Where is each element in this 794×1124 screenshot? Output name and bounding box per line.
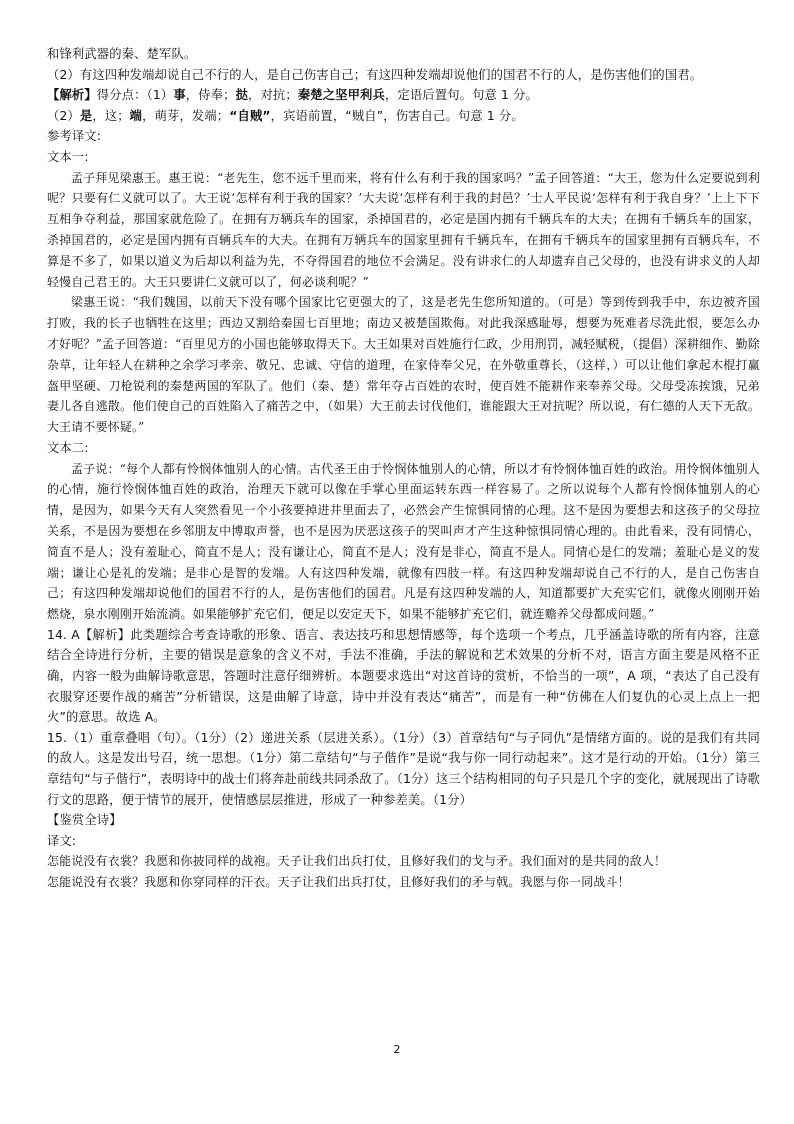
text1-label: 文本一: bbox=[47, 149, 89, 164]
question-14 bbox=[47, 625, 760, 728]
poem-translation-line-2: 怎能说没有衣裳？我愿和你穿同样的汗衣。天子让我们出兵打仗，且修好我们的矛与戟。我愿与你一同战斗！ bbox=[47, 875, 630, 890]
analysis-text: ，定语后置句。句意 1 分。 bbox=[384, 88, 538, 103]
page-number: 2 bbox=[393, 1043, 401, 1056]
keyword: 秦楚之坚甲利兵 bbox=[297, 88, 385, 103]
translation-label: 译文: bbox=[47, 833, 77, 848]
text2-label: 文本二: bbox=[47, 440, 89, 455]
analysis-text: （2） bbox=[47, 108, 80, 123]
answer-line-1: 和锋利武器的秦、楚军队。 bbox=[47, 47, 197, 61]
keyword: 端 bbox=[129, 108, 143, 123]
analysis-text: ，侍奉； bbox=[185, 88, 236, 103]
analysis-1 bbox=[47, 85, 760, 106]
analysis-label: 【解析】 bbox=[47, 88, 97, 103]
answer-line-2: （2）有这四种发端却说自己不行的人，是自己伤害自己；有这四种发端却说他们的国君不行的人，是伤害他们的国君。 bbox=[47, 67, 703, 82]
question-14-head: 14. A【解析】 bbox=[47, 627, 131, 642]
keyword: 挞 bbox=[235, 88, 249, 103]
analysis-text: ，宾语前置，“贼自”，伤害自己。句意 1 分。 bbox=[270, 108, 524, 123]
analysis-text: ，这； bbox=[92, 108, 130, 123]
analysis-2 bbox=[47, 106, 760, 127]
text1-paragraph-2: 梁惠王说：“我们魏国，以前天下没有哪个国家比它更强大的了，这是老先生您所知道的。（可是）等到传到我手中，东边被齐国打败，我的长子也牺牲在这里；西边又割给秦国七百里地；南边又被楚国欺侮。对此我深感耻辱，想要为死难者尽洗此恨，要怎么办才好呢？”孟子回答道：“百里见方的小国也能够取得天下。大王如果对百姓施行仁政，少用刑罚，减轻赋税，（提倡）深耕细作、勤除杂草，让年轻人在耕种之余学习孝亲、敬兄、忠诚、守信的道理，在家侍奉父兄，在外敬重尊长，（这样，）可以让他们拿起木棍打赢盔甲坚硬、刀枪锐利的秦楚两国的军队了。他们（秦、楚）常年夺占百姓的农时，使百姓不能耕作来奉养父母。父母受冻挨饿，兄弟妻儿各自逃散。他们使自己的百姓陷入了痛苦之中，（如果）大王前去讨伐他们，谁能跟大王对抗呢？所以说，有仁德的人天下无敌。大王请不要怀疑。” bbox=[47, 295, 760, 435]
appreciation-label: 【鉴赏全诗】 bbox=[47, 813, 122, 828]
text1-paragraph-1: 孟子拜见梁惠王。惠王说：“老先生，您不远千里而来，将有什么有利于我的国家吗？”孟子回答道：“大王，您为什么定要说到利呢？只要有仁义就可以了。大王说‘怎样有利于我的国家？’大夫说‘怎样有利于我的封邑？’士人平民说‘怎样有利于我自身？’上上下下互相争夺利益，那国家就危险了。在拥有万辆兵车的国家，杀掉国君的，必定是国内拥有千辆兵车的大夫；在拥有千辆兵车的国家，杀掉国君的，必定是国内拥有百辆兵车的大夫。在拥有万辆兵车的国家里拥有千辆兵车，在拥有千辆兵车的国家里拥有百辆兵车，不算是不多了，如果以道义为后却以利益为先，不夺得国君的地位不会满足。没有讲求仁的人却遗弃自己父母的，也没有讲求义的人却轻慢自己君王的。大王只要讲仁义就可以了，何必谈利呢？” bbox=[47, 170, 760, 289]
keyword: 事 bbox=[173, 88, 186, 103]
analysis-text: 得分点：（1） bbox=[96, 88, 174, 103]
text2-paragraph-1: 孟子说：“每个人都有怜悯体恤别人的心情。古代圣王由于怜悯体恤别人的心情，所以才有怜悯体恤百姓的政治。用怜悯体恤别人的心情，施行怜悯体恤百姓的政治，治理天下就可以像在手掌心里面运转东西一样容易了。之所以说每个人都有怜悯体恤别人的心情，是因为，如果今天有人突然看见一个小孩要掉进井里面去了，必然会产生惊惧同情的心理。这不是因为要想去和这孩子的父母拉关系，不是因为要想在乡邻朋友中博取声誉，也不是因为厌恶这孩子的哭叫声才产生这种惊惧同情心理的。由此看来，没有同情心，简直不是人；没有羞耻心，简直不是人；没有谦让心，简直不是人；没有是非心，简直不是人。同情心是仁的发端；羞耻心是义的发端；谦让心是礼的发端；是非心是智的发端。人有这四种发端，就像有四肢一样。有这四种发端却说自己不行的人，是自己伤害自己；有这四种发端却说他们的国君不行的人，是伤害他们的国君。凡是有这四种发端的人，知道都要扩大充实它们，就像火刚刚开始燃烧，泉水刚刚开始流淌。如果能够扩充它们，便足以安定天下，如果不能够扩充它们，就连赡养父母都成问题。” bbox=[47, 461, 760, 622]
analysis-text: ，对抗； bbox=[248, 88, 298, 103]
question-14-body: 此类题综合考查诗歌的形象、语言、表达技巧和思想情感等，每个选项一个考点，几乎涵盖诗歌的所有内容，注意结合全诗进行分析，主要的错误是意象的含义不对，手法不准确，手法的解说和艺术效果的分析不对，语言方面主要是风格不正确，内容一般为曲解诗歌意思，答题时注意仔细辨析。本题要求选出“对这首诗的赏析，不恰当的一项”，A 项，“表达了自己没有衣服穿还要作战的痛苦”分析错误，这是曲解了诗意，诗中并没有表达“痛苦”，而是有一种“仿佛在人们复仇的心灵上点上一把火”的意思。故选 A。 bbox=[47, 627, 760, 725]
poem-translation-line-1: 怎能说没有衣裳？我愿和你披同样的战袍。天子让我们出兵打仗，且修好我们的戈与矛。我们面对的是共同的敌人！ bbox=[47, 854, 667, 869]
keyword: 是 bbox=[79, 108, 93, 123]
reference-translation-label: 参考译文: bbox=[47, 129, 102, 144]
analysis-text: ，萌芽，发端； bbox=[142, 108, 230, 123]
keyword: “自贼” bbox=[229, 108, 271, 123]
question-15: 15.（1）重章叠唱（句）。（1分）（2）递进关系（层进关系）。（1分）（3）首章结句“与子同仇”是情绪方面的。说的是我们有共同的敌人。这是发出号召，统一思想。（1分）第二章结句“与子偕作”是说“我与你一同行动起来”。这才是行动的开始。（1分）第三章结句“与子偕行”，表明诗中的战士们将奔赴前线共同杀敌了。（1分）这三个结构相同的句子只是几个字的变化，就展现出了诗歌行文的思路，便于情节的展开，使情感层层推进，形成了一种参差美。（1分） bbox=[47, 730, 760, 807]
